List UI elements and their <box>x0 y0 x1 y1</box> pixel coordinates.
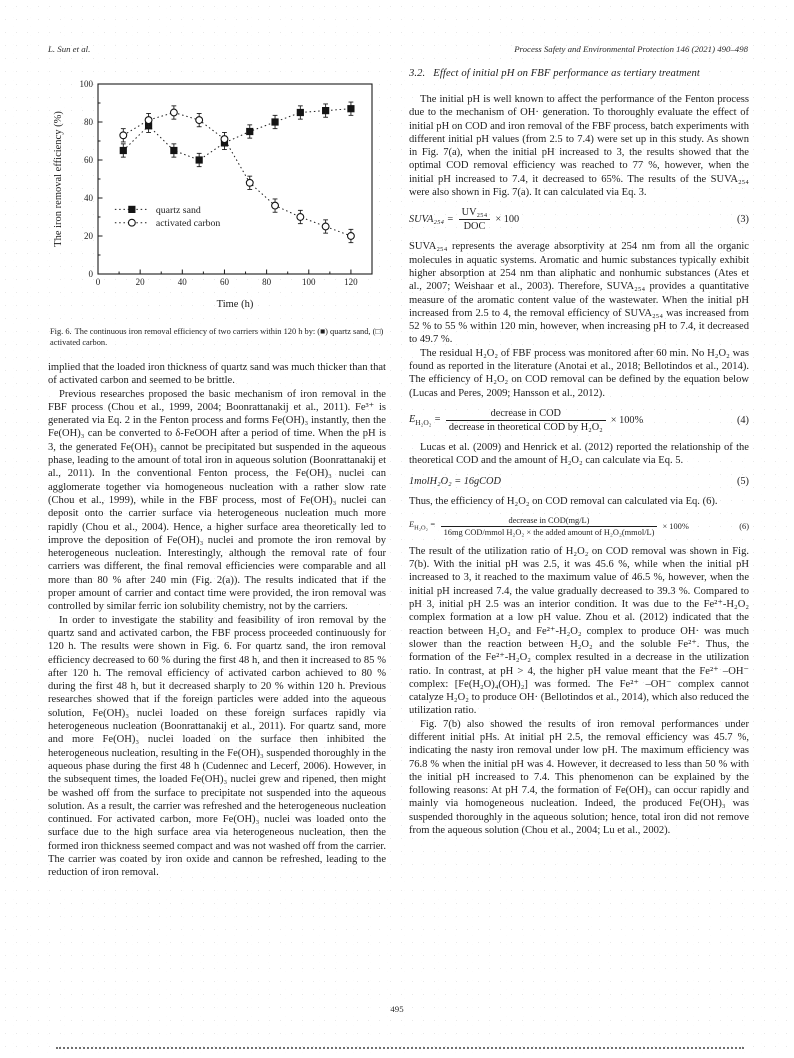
x-tick-label: 60 <box>219 277 229 287</box>
data-point-quartz-sand <box>348 106 354 112</box>
data-point-activated-carbon <box>145 117 152 124</box>
y-tick-label: 80 <box>84 117 93 128</box>
equation-3 <box>409 207 749 232</box>
paragraph: The initial pH is well known to affect the performance of the Fenton process due to the mechanism of OH· generation. To thoroughly evaluate the effect of initial pH on COD and iron removal of the FBF process, batch experiments with different initial pH values (from 2.5 to 7.4) were set up in this study. As shown in Fig. 7(a), when the initial pH increased to 3, the results showed that the optimal COD removal efficiency was reached to 77 %, however, when the initial pH increased to 7.4, it decreased to 65%. The results of the SUVA₂₅₄ were also shown in Fig. 7(a). It can calculated via Eq. 3. <box>409 94 749 199</box>
paragraph: The residual H₂O₂ of FBF process was monitored after 60 min. No H₂O₂ was found as reported in the literature (Anotai et al., 2018; Bellotindos et al., 2014). The efficiency of H₂O₂ on COD removal can be defined by the equation below (Lucas and Peres, 2009; Hansson et al., 2012). <box>409 347 749 399</box>
page-number: 495 <box>390 1004 404 1014</box>
paragraph: Thus, the efficiency of H₂O₂ on COD removal can calculated via Eq. (6). <box>409 495 718 507</box>
eq5-body: 1molH₂O₂ = 16gCOD <box>409 475 501 487</box>
data-point-quartz-sand <box>323 108 329 114</box>
data-point-activated-carbon <box>196 117 203 124</box>
data-point-activated-carbon <box>120 132 127 139</box>
eq5-number: (5) <box>736 475 749 487</box>
y-tick-label: 60 <box>84 155 93 166</box>
eq3-lhs: SUVA₂₅₄ = <box>409 214 454 226</box>
y-tick-label: 40 <box>84 193 93 204</box>
data-point-quartz-sand <box>247 128 253 134</box>
figure-caption-text: The continuous iron removal efficiency of two carriers within 120 h by: (■) quartz sand, (□) activated carbon. <box>50 327 384 347</box>
y-tick-label: 20 <box>84 231 93 242</box>
eq3-fraction <box>459 207 491 232</box>
header-authors: L. Sun et al. <box>48 44 91 54</box>
x-tick-label: 20 <box>135 277 145 287</box>
data-point-quartz-sand <box>272 119 278 125</box>
eq6-denominator: 16mg COD/mmol H₂O₂ × the added amount of H₂O₂(mmol/L) <box>441 526 658 537</box>
x-axis-title: Time (h) <box>216 299 254 310</box>
x-tick-label: 80 <box>262 277 272 287</box>
legend-marker-quartz-sand <box>129 206 135 212</box>
header-journal: Process Safety and Environmental Protection 146 (2021) 490–498 <box>514 44 748 54</box>
paragraph: The result of the utilization ratio of H₂O₂ on COD removal was shown in Fig. 7(b). With the initial pH was 2.5, it was 45.6 %, while when the initial pH increased to 3, it reached to the maximum value of 46.5 %, however, when the initial pH increased 7.4, the value gradually decreased to 39.3 %. Compared to pH 3, initial pH 2.5 was an interior condition. It was due to the Fe²⁺-H₂O₂ complex formation at a low pH value. Zhou et al. (2012) indicated that the reaction between H₂O₂ and Fe²⁺-H₂O₂ complex to produce OH· was much slower than the reaction between H₂O₂ and the soluble Fe²⁺. Thus, the formation of the Fe²⁺-H₂O₂ complex resulted in a decrease in the utilization ratio. In contrast, at pH > 4, the higher pH value meant that the Fe²⁺ –OH⁻ complex: [Fe(H₂O)₄(OH)₂] was formed. The Fe²⁺ –OH⁻ complex cannot catalyze H₂O₂ to produce OH· (Bellotindos et al., 2014), which also reduced the utilization ratio. <box>409 545 749 717</box>
paragraph: Lucas et al. (2009) and Henrick et al. (2012) reported the relationship of the theoretical COD and the amount of H₂O₂ can calculate via Eq. 5. <box>409 441 749 467</box>
y-tick-label: 100 <box>79 79 93 90</box>
eq6-lhs-subscript: H₂O₂ <box>414 525 428 533</box>
eq3-number: (3) <box>736 214 749 226</box>
eq3-denominator: DOC <box>459 219 491 232</box>
data-point-activated-carbon <box>272 202 279 209</box>
eq4-number: (4) <box>736 414 749 426</box>
eq4-denominator: decrease in theoretical COD by H₂O₂ <box>446 420 606 433</box>
data-point-activated-carbon <box>322 223 329 230</box>
data-point-quartz-sand <box>297 109 303 115</box>
y-axis-title: The iron removal efficiency (%) <box>53 111 64 247</box>
scan-artifact-line <box>56 1047 744 1049</box>
figure-6-caption <box>50 326 386 348</box>
legend-label: activated carbon <box>155 218 221 230</box>
equation-4 <box>409 408 749 433</box>
eq6-suffix: × 100% <box>662 521 689 531</box>
section-number: 3.2. <box>409 68 426 79</box>
paragraph: Previous researches proposed the basic mechanism of iron removal in the FBF process (Chou et al., 1999, 2004; Boonrattanakij et al., 2011). Fe³⁺ is generated via Eq. 2 in the Fenton process and forms Fe(OH)₃ instantly, then the Fe(OH)₃ can be converted to δ-FeOOH after a period of time. When the pH is 3, the generated Fe(OH)₃ cannot be precipitated but suspended in the aqueous phase, leading to the amount of total iron in aqueous solution (Boonrattanakij et al., 2011). In the conventional Fenton process, the Fe(OH)₃ nuclei can agglomerate together via homogeneous nucleation with a rather slow rate (Chou et al., 1999), while in the FBF process, most of Fe(OH)₃ nuclei can deposit onto the carrier surface via heterogeneous nucleation much more rapidly (Chou et al., 2004). Hence, a higher surface area theoretically led to improve the deposition of Fe(OH)₃ nuclei and promote the iron removal by heterogeneous nucleation. Interestingly, although the removal rate of four carriers was different, the final removal efficiencies were comparable and all more than 80 % after 240 min (Fig. 2(a)). The results indicated that if the proper amount of carrier and contact time were provided, the iron removal was controlled by similar ferric ion solubility chemistry, not by the carriers. <box>48 388 386 613</box>
eq3-suffix: × 100 <box>495 214 520 226</box>
eq4-lhs-subscript: H₂O₂ <box>415 417 432 427</box>
paragraph: In order to investigate the stability and feasibility of iron removal by the quartz sand and activated carbon, the FBF process proceeded continuously for 120 h. The results were shown in Fig. 6. For quartz sand, the iron removal efficiency decreased to 60 % during the first 48 h, and then it increased to 85 % after 120 h. The removal efficiency of activated carbon achieved to 80 % during the first 48 h, but it decreased sharply to 20 % within 120 h. Previous researches showed that if the foreign particles were added into the aqueous solution, Fe(OH)₃ nuclei loaded on these foreign surfaces rapidly via heterogeneous nucleation (Boonrattanakij et al., 2011). For quartz sand, more and more Fe(OH)₃ nuclei loaded on the surface then inhibited the heterogeneous nucleation, resulting in the Fe(OH)₃ suspended thoroughly in the aqueous phase during the first 48 h (Cudennec and Lecerf, 2006). However, in the subsequent times, the loaded Fe(OH)₃ nuclei grew and ripened, then might be washed off from the surface to precipitate not suspended into the aqueous solution. As a result, the carrier was refreshed and the heterogeneous nucleation continued. For activated carbon, more Fe(OH)₃ nuclei was loaded onto the surface due to the high surface area via heterogeneous nucleation, then the formed iron thickness seemed compact and was not washed off from the carrier. The carrier was coated by iron oxide and cannon be refreshed, leading to the reduction of iron removal. <box>48 614 386 879</box>
left-column <box>48 74 386 880</box>
legend-marker-activated-carbon <box>128 219 135 226</box>
legend-label: quartz sand <box>155 204 201 216</box>
data-point-activated-carbon <box>170 109 177 116</box>
figure-caption-label: Fig. 6. <box>50 327 72 336</box>
paragraph: implied that the loaded iron thickness of quartz sand was much thicker than that of activated carbon and seemed to be brittle. <box>48 362 386 387</box>
right-column <box>409 68 749 837</box>
eq3-numerator: UV₂₅₄ <box>461 207 488 219</box>
section-title: Effect of initial pH on FBF performance as tertiary treatment <box>433 68 700 79</box>
paragraph: SUVA₂₅₄ represents the average absorptivity at 254 nm from all the organic molecules in aquatic systems. Aromatic and humic substances typically exhibit higher absorption at 254 nm than aliphatic and nonhumic substances (Ates et al., 2007; Weishaar et al., 2003). Therefore, SUVA₂₅₄ provides a quantitative measure of the aromatic content value of the wastewater. When the initial pH increased from 2.5 to 4, the removal efficiency of SUVA₂₅₄ was increased from 52 % to 55 % within 120 min, however, when increasing pH to 7.4, it decreased to 49.7 %. <box>409 241 749 346</box>
x-tick-label: 40 <box>177 277 187 287</box>
paragraph: Fig. 7(b) also showed the results of iron removal performances under different initial pHs. At initial pH 2.5, the removal efficiency was 45.7 %, indicating the nasty iron removal under low pH. The maximum efficiency was 76.8 % when the initial pH was 4. However, it decreased to less than 50 % with the initial pH increased to 7.4. This phenomenon can be explained by the following reasons: At pH 7.4, the formation of Fe(OH)₃ can occur rapidly and mainly via homogeneous nucleation. Indeed, the produced Fe(OH)₃ was suspended thoroughly in the aqueous solution; hence, total iron did not remove from the aqueous solution (Chou et al., 2004; Lu et al., 2002). <box>409 718 749 837</box>
data-point-activated-carbon <box>246 179 253 186</box>
running-header <box>48 44 748 54</box>
data-point-quartz-sand <box>196 157 202 163</box>
equation-5 <box>409 476 749 487</box>
plot-frame <box>98 84 372 274</box>
eq6-lhs: $E_{H_2O_2}$ = <box>409 520 436 533</box>
data-point-quartz-sand <box>120 147 126 153</box>
y-tick-label: 0 <box>88 269 93 280</box>
iron-removal-chart <box>50 74 386 319</box>
eq4-lhs: $E_{H_2O_2}$ = <box>409 413 441 427</box>
figure-6 <box>50 74 386 348</box>
x-tick-label: 0 <box>95 277 101 287</box>
eq6-numerator: decrease in COD(mg/L) <box>508 515 590 525</box>
x-tick-label: 120 <box>344 277 358 287</box>
data-point-activated-carbon <box>297 214 304 221</box>
equation-6 <box>409 516 749 537</box>
eq4-numerator: decrease in COD <box>490 407 561 419</box>
eq6-fraction <box>441 516 658 537</box>
section-heading <box>409 68 749 79</box>
figure-6-plot <box>50 74 382 314</box>
eq6-number: (6) <box>739 521 749 531</box>
eq4-suffix: × 100% <box>610 414 644 426</box>
data-point-quartz-sand <box>171 147 177 153</box>
data-point-activated-carbon <box>348 233 355 240</box>
eq4-fraction <box>446 408 606 433</box>
data-point-activated-carbon <box>221 136 228 143</box>
x-tick-label: 100 <box>302 277 316 287</box>
